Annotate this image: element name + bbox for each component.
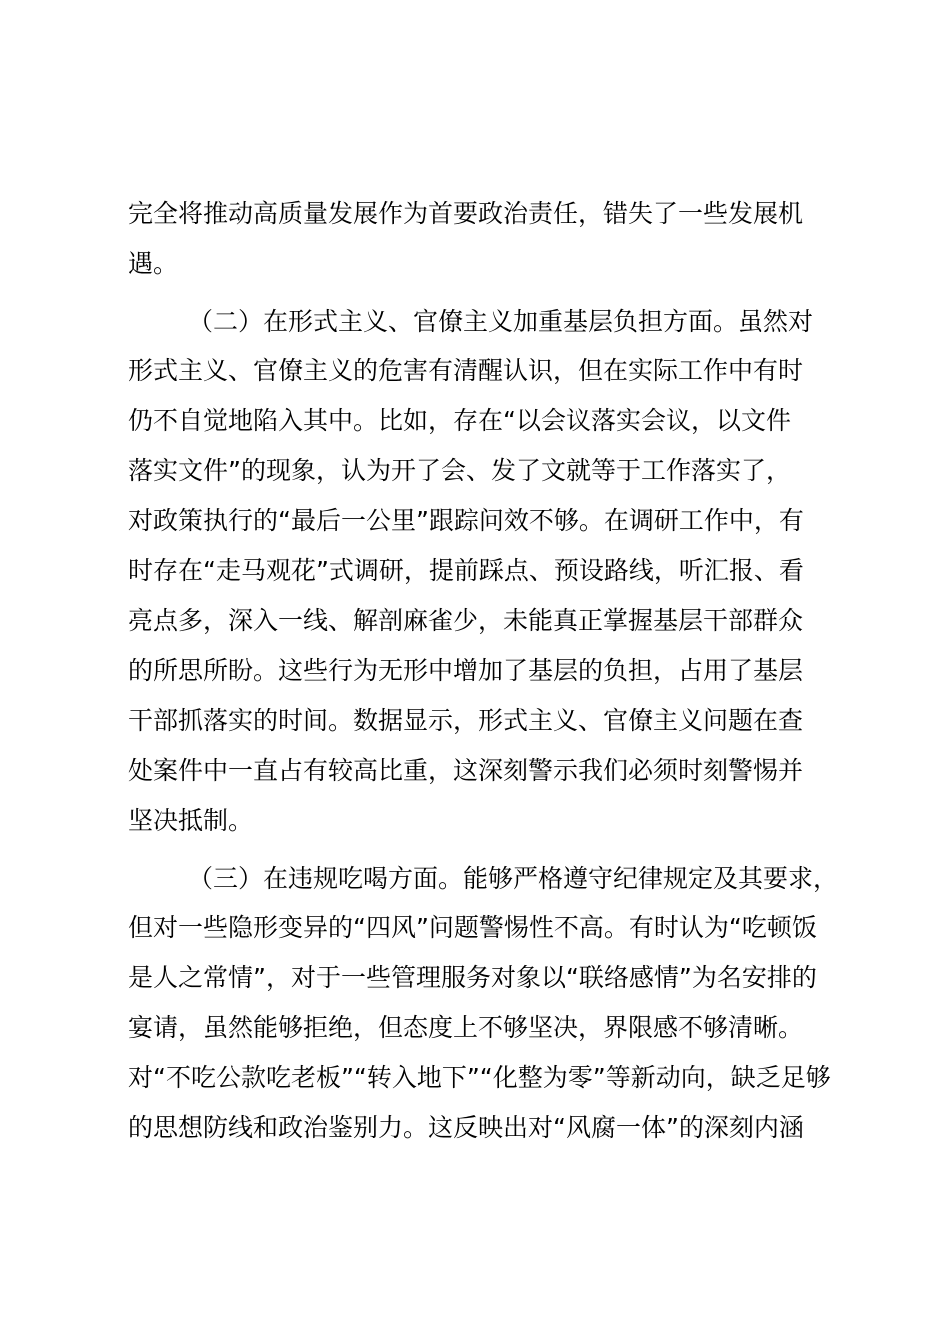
text-line: 时存在“走马观花”式调研，提前踩点、预设路线，听汇报、看 <box>128 556 804 585</box>
text-line: 的思想防线和政治鉴别力。这反映出对“风腐一体”的深刻内涵 <box>128 1113 804 1142</box>
text-line: 但对一些隐形变异的“四风”问题警惕性不高。有时认为“吃顿饭 <box>128 913 817 942</box>
text-line: 形式主义、官僚主义的危害有清醒认识，但在实际工作中有时 <box>128 356 804 385</box>
text-line: 宴请，虽然能够拒绝，但态度上不够坚决，界限感不够清晰。 <box>128 1013 804 1042</box>
text-line: 的所思所盼。这些行为无形中增加了基层的负担，占用了基层 <box>128 656 804 685</box>
text-line: 干部抓落实的时间。数据显示，形式主义、官僚主义问题在查 <box>128 706 804 735</box>
text-line: 是人之常情”，对于一些管理服务对象以“联络感情”为名安排的 <box>128 963 817 992</box>
text-line: 落实文件”的现象，认为开了会、发了文就等于工作落实了， <box>128 456 791 485</box>
text-line: 亮点多，深入一线、解剖麻雀少，未能真正掌握基层干部群众 <box>128 606 804 635</box>
text-line: 对政策执行的“最后一公里”跟踪问效不够。在调研工作中，有 <box>128 506 804 535</box>
text-line: 对“不吃公款吃老板”“转入地下”“化整为零”等新动向，缺乏足够 <box>128 1063 831 1092</box>
text-line: 完全将推动高质量发展作为首要政治责任，错失了一些发展机 <box>128 199 804 228</box>
text-line: 处案件中一直占有较高比重，这深刻警示我们必须时刻警惕并 <box>128 756 804 785</box>
text-line: 遇。 <box>128 249 179 278</box>
section-heading-line: （三）在违规吃喝方面。能够严格遵守纪律规定及其要求， <box>188 864 839 893</box>
text-line: 坚决抵制。 <box>128 806 254 835</box>
text-line: 仍不自觉地陷入其中。比如，存在“以会议落实会议，以文件 <box>128 406 791 435</box>
section-heading-line: （二）在形式主义、官僚主义加重基层负担方面。虽然对 <box>188 307 814 336</box>
